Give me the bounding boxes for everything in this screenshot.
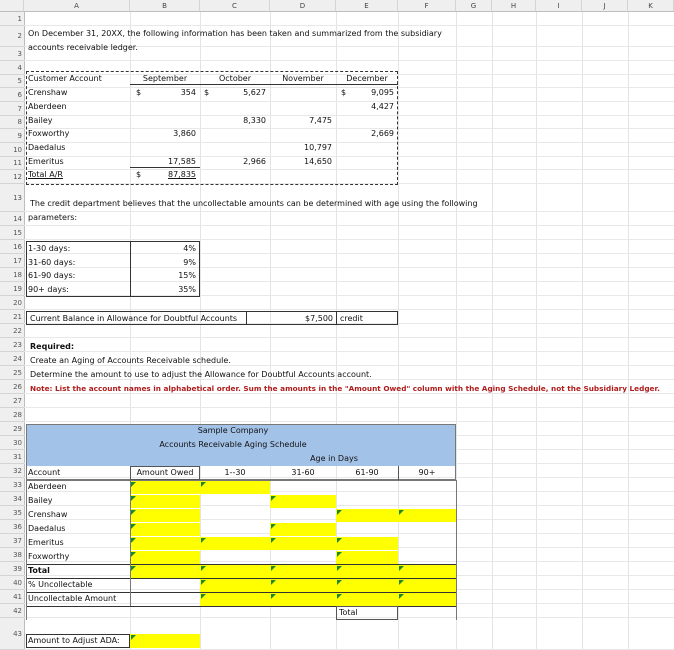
aging-input-cell[interactable] xyxy=(336,565,398,578)
column-header-i[interactable]: I xyxy=(536,0,582,12)
ledger-cell[interactable]: 10,797 xyxy=(304,143,332,152)
schedule-account-foxworthy: Foxworthy xyxy=(28,552,70,561)
row-header[interactable]: 42 xyxy=(0,604,24,618)
aging-input-cell[interactable] xyxy=(200,579,270,592)
aging-input-cell[interactable] xyxy=(130,481,200,494)
aging-input-cell[interactable] xyxy=(270,565,336,578)
input-marker-icon xyxy=(201,538,206,543)
row-header[interactable]: 18 xyxy=(0,268,24,282)
schedule-header-amount-owed: Amount Owed xyxy=(136,468,194,477)
row-header[interactable]: 8 xyxy=(0,116,24,129)
aging-input-cell[interactable] xyxy=(270,593,336,606)
ledger-total-label: Total A/R xyxy=(28,170,63,179)
schedule-header-account: Account xyxy=(28,468,61,477)
adjust-ada-input[interactable] xyxy=(130,634,200,648)
aging-input-cell[interactable] xyxy=(398,565,456,578)
column-header-f[interactable]: F xyxy=(398,0,456,12)
row-header[interactable]: 30 xyxy=(0,436,24,450)
row-header[interactable]: 14 xyxy=(0,212,24,226)
row-header[interactable]: 17 xyxy=(0,254,24,268)
required-title: Required: xyxy=(30,342,75,351)
ledger-account-daedalus: Daedalus xyxy=(28,143,66,152)
ledger-cell[interactable]: 14,650 xyxy=(304,157,332,166)
row-header[interactable]: 34 xyxy=(0,492,24,506)
aging-input-cell[interactable] xyxy=(336,551,398,564)
column-header-b[interactable]: B xyxy=(130,0,200,12)
footer-total-label: Total xyxy=(339,608,358,617)
input-marker-icon xyxy=(131,552,136,557)
input-marker-icon xyxy=(131,496,136,501)
dollar-sign: $ xyxy=(204,88,210,97)
param-pct-61-90[interactable]: 15% xyxy=(178,271,196,280)
aging-input-cell[interactable] xyxy=(336,537,398,550)
input-marker-icon xyxy=(271,566,276,571)
ledger-cell[interactable]: 9,095 xyxy=(371,88,394,97)
input-marker-icon xyxy=(337,566,342,571)
ledger-account-bailey: Bailey xyxy=(28,116,53,125)
row-header[interactable]: 23 xyxy=(0,338,24,352)
row-header[interactable]: 33 xyxy=(0,478,24,492)
input-marker-icon xyxy=(399,566,404,571)
aging-input-cell[interactable] xyxy=(336,579,398,592)
ledger-cell[interactable]: 8,330 xyxy=(243,116,266,125)
schedule-account-crenshaw: Crenshaw xyxy=(28,510,68,519)
schedule-account-aberdeen: Aberdeen xyxy=(28,482,67,491)
row-header[interactable]: 13 xyxy=(0,184,24,212)
input-marker-icon xyxy=(337,538,342,543)
param-label-90-plus: 90+ days: xyxy=(28,285,70,294)
row-header[interactable]: 43 xyxy=(0,618,24,650)
ledger-cell[interactable]: 2,966 xyxy=(243,157,266,166)
schedule-header-1-30: 1--30 xyxy=(224,468,246,477)
aging-input-cell[interactable] xyxy=(336,509,398,522)
ledger-cell[interactable]: 354 xyxy=(180,88,196,97)
schedule-header-90-plus: 90+ xyxy=(418,468,436,477)
schedule-account-emeritus: Emeritus xyxy=(28,538,64,547)
allowance-balance-type: credit xyxy=(340,314,363,323)
input-marker-icon xyxy=(271,594,276,599)
row-header[interactable]: 6 xyxy=(0,88,24,102)
ledger-cell[interactable]: 4,427 xyxy=(371,102,394,111)
schedule-account-daedalus: Daedalus xyxy=(28,524,66,533)
aging-input-cell[interactable] xyxy=(130,495,200,508)
schedule-account-bailey: Bailey xyxy=(28,496,53,505)
ledger-cell[interactable]: 3,860 xyxy=(173,129,196,138)
credit-text-line-1: The credit department believes that the uncollectable amounts can be determined with age using the following xyxy=(30,199,478,208)
schedule-title: Accounts Receivable Aging Schedule xyxy=(159,440,307,449)
input-marker-icon xyxy=(337,594,342,599)
input-marker-icon xyxy=(271,496,276,501)
schedule-age-header: Age in Days xyxy=(310,454,358,463)
input-marker-icon xyxy=(337,580,342,585)
param-label-1-30: 1-30 days: xyxy=(28,244,71,253)
row-header[interactable]: 20 xyxy=(0,296,24,310)
input-marker-icon xyxy=(271,524,276,529)
row-header[interactable]: 32 xyxy=(0,464,24,478)
row-header[interactable]: 2 xyxy=(0,26,24,47)
aging-input-cell[interactable] xyxy=(130,537,200,550)
param-label-31-60: 31-60 days: xyxy=(28,258,76,267)
required-line-1: Create an Aging of Accounts Receivable schedule. xyxy=(30,356,231,365)
allowance-balance-amount[interactable]: $7,500 xyxy=(305,314,333,323)
row-header[interactable]: 19 xyxy=(0,282,24,296)
aging-input-cell[interactable] xyxy=(270,579,336,592)
input-marker-icon xyxy=(337,510,342,515)
aging-input-cell[interactable] xyxy=(200,481,270,494)
schedule-total-label: Total xyxy=(28,566,50,575)
required-note: Note: List the account names in alphabetical order. Sum the amounts in the "Amount Owed" column with the Aging Schedule, not the Subsidiary Ledger. xyxy=(30,384,660,393)
input-marker-icon xyxy=(201,482,206,487)
ledger-header-december: December xyxy=(346,74,388,83)
ledger-cell[interactable]: 7,475 xyxy=(309,116,332,125)
dollar-sign: $ xyxy=(136,170,142,179)
input-marker-icon xyxy=(337,552,342,557)
input-marker-icon xyxy=(399,580,404,585)
aging-input-cell[interactable] xyxy=(336,593,398,606)
input-marker-icon xyxy=(201,580,206,585)
row-header[interactable]: 24 xyxy=(0,352,24,366)
aging-input-cell[interactable] xyxy=(200,565,270,578)
row-header[interactable]: 37 xyxy=(0,534,24,548)
input-marker-icon xyxy=(131,566,136,571)
input-marker-icon xyxy=(201,594,206,599)
ledger-header-october: October xyxy=(218,74,251,83)
aging-input-cell[interactable] xyxy=(270,537,336,550)
column-header-c[interactable]: C xyxy=(200,0,270,12)
row-header[interactable]: 39 xyxy=(0,562,24,576)
row-header[interactable]: 10 xyxy=(0,143,24,157)
dollar-sign: $ xyxy=(341,88,347,97)
row-header[interactable]: 16 xyxy=(0,240,24,254)
row-header[interactable]: 3 xyxy=(0,47,24,61)
aging-input-cell[interactable] xyxy=(130,523,200,536)
input-marker-icon xyxy=(131,635,136,640)
ledger-header-account: Customer Account xyxy=(28,74,102,83)
row-header[interactable]: 31 xyxy=(0,450,24,464)
aging-input-cell[interactable] xyxy=(130,509,200,522)
row-header[interactable]: 9 xyxy=(0,129,24,143)
aging-input-cell[interactable] xyxy=(398,579,456,592)
aging-input-cell[interactable] xyxy=(130,565,200,578)
row-header[interactable]: 27 xyxy=(0,394,24,408)
column-header-h[interactable]: H xyxy=(492,0,536,12)
aging-input-cell[interactable] xyxy=(398,509,456,522)
row-header[interactable]: 28 xyxy=(0,408,24,422)
schedule-company: Sample Company xyxy=(197,426,269,435)
ledger-cell[interactable]: 2,669 xyxy=(371,129,394,138)
credit-text-line-2: parameters: xyxy=(28,213,78,222)
schedule-uncollectable-label: Uncollectable Amount xyxy=(28,594,117,603)
row-header[interactable]: 35 xyxy=(0,506,24,520)
input-marker-icon xyxy=(271,580,276,585)
column-header-g[interactable]: G xyxy=(456,0,492,12)
schedule-header-31-60: 31-60 xyxy=(291,468,315,477)
allowance-balance-label: Current Balance in Allowance for Doubtful Accounts xyxy=(30,314,238,323)
column-header-e[interactable]: E xyxy=(336,0,398,12)
param-pct-1-30[interactable]: 4% xyxy=(183,244,196,253)
row-header[interactable]: 36 xyxy=(0,520,24,534)
input-marker-icon xyxy=(399,594,404,599)
ledger-cell[interactable]: 17,585 xyxy=(168,157,196,166)
row-header[interactable]: 11 xyxy=(0,157,24,170)
row-header[interactable]: 4 xyxy=(0,61,24,75)
param-pct-31-60[interactable]: 9% xyxy=(183,258,196,267)
ledger-account-foxworthy: Foxworthy xyxy=(28,129,70,138)
input-marker-icon xyxy=(131,538,136,543)
ledger-header-september: September xyxy=(142,74,188,83)
row-header[interactable]: 7 xyxy=(0,102,24,116)
row-header[interactable]: 25 xyxy=(0,366,24,380)
row-header[interactable]: 26 xyxy=(0,380,24,394)
aging-input-cell[interactable] xyxy=(200,593,270,606)
ledger-cell[interactable]: 5,627 xyxy=(243,88,266,97)
row-header[interactable]: 1 xyxy=(0,12,24,26)
schedule-header-61-90: 61-90 xyxy=(355,468,379,477)
input-marker-icon xyxy=(131,510,136,515)
input-marker-icon xyxy=(271,538,276,543)
row-header[interactable]: 29 xyxy=(0,422,24,436)
aging-input-cell[interactable] xyxy=(270,495,336,508)
select-all-corner[interactable] xyxy=(0,0,24,12)
aging-input-cell[interactable] xyxy=(270,523,336,536)
intro-line-2: accounts receivable ledger. xyxy=(28,43,138,52)
param-pct-90-plus[interactable]: 35% xyxy=(178,285,196,294)
input-marker-icon xyxy=(399,510,404,515)
input-marker-icon xyxy=(131,524,136,529)
row-header[interactable]: 12 xyxy=(0,170,24,184)
column-header-j[interactable]: J xyxy=(582,0,628,12)
input-marker-icon xyxy=(131,482,136,487)
aging-input-cell[interactable] xyxy=(398,593,456,606)
aging-input-cell[interactable] xyxy=(200,537,270,550)
aging-input-cell[interactable] xyxy=(130,551,200,564)
intro-line-1: On December 31, 20XX, the following information has been taken and summarized from the subsidiary xyxy=(28,29,442,38)
param-label-61-90: 61-90 days: xyxy=(28,271,76,280)
column-header-k[interactable]: K xyxy=(628,0,674,12)
row-header[interactable]: 22 xyxy=(0,324,24,338)
ledger-total-september[interactable]: 87,835 xyxy=(168,170,196,179)
dollar-sign: $ xyxy=(136,88,142,97)
row-header[interactable]: 38 xyxy=(0,548,24,562)
column-header-a[interactable]: A xyxy=(24,0,130,12)
row-header[interactable]: 15 xyxy=(0,226,24,240)
input-marker-icon xyxy=(201,566,206,571)
row-header[interactable]: 41 xyxy=(0,590,24,604)
ledger-account-emeritus: Emeritus xyxy=(28,157,64,166)
row-header[interactable]: 21 xyxy=(0,310,24,324)
ledger-header-november: November xyxy=(282,74,324,83)
row-header[interactable]: 40 xyxy=(0,576,24,590)
ledger-account-crenshaw: Crenshaw xyxy=(28,88,68,97)
row-header[interactable]: 5 xyxy=(0,75,24,88)
required-line-2: Determine the amount to use to adjust the Allowance for Doubtful Accounts account. xyxy=(30,370,372,379)
schedule-pct-label: % Uncollectable xyxy=(28,580,93,589)
ledger-account-aberdeen: Aberdeen xyxy=(28,102,67,111)
column-header-d[interactable]: D xyxy=(270,0,336,12)
adjust-ada-label: Amount to Adjust ADA: xyxy=(28,636,120,645)
